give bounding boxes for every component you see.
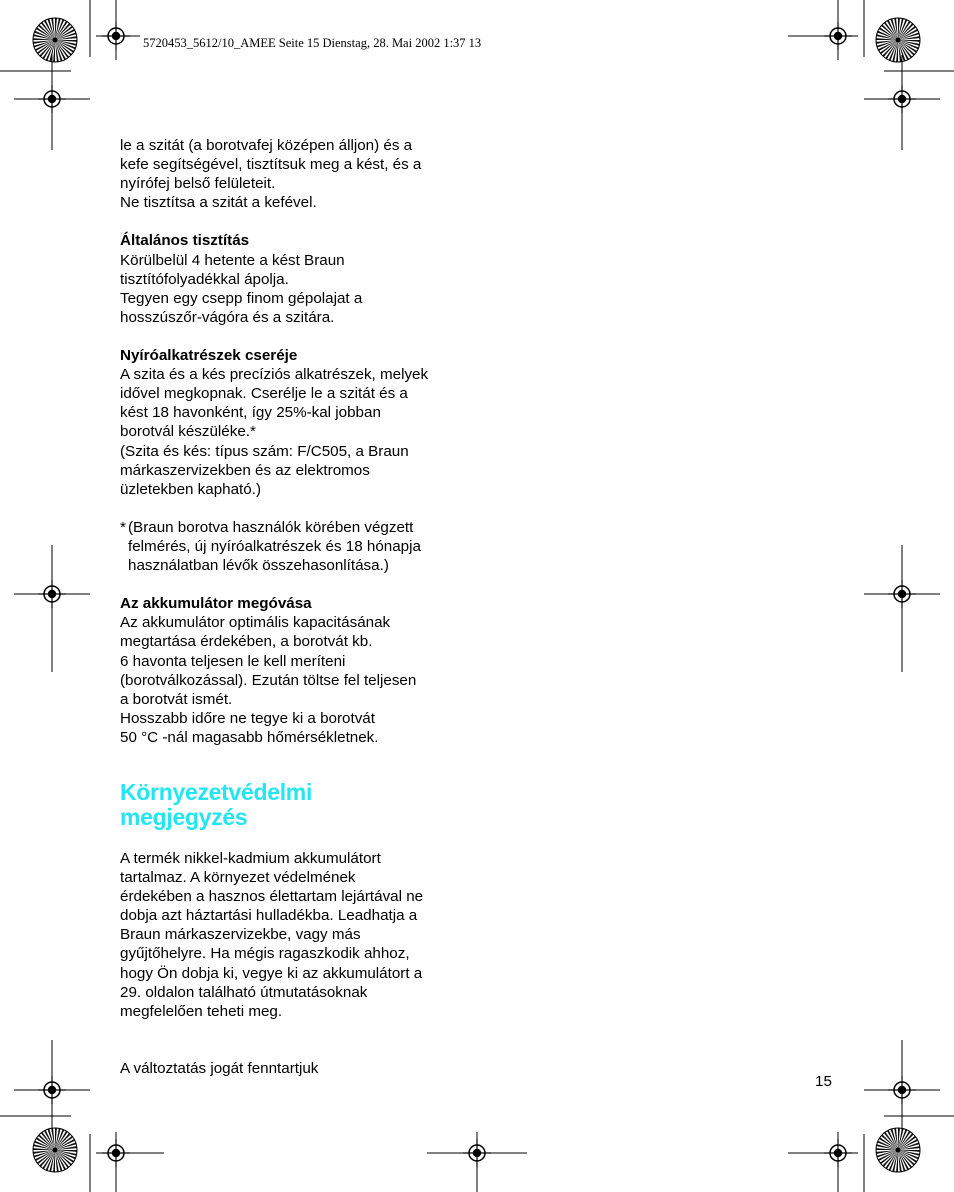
environment-paragraph <box>120 849 465 1021</box>
parts-replacement-heading: Nyíróalkatrészek cseréje <box>120 347 298 365</box>
text-line: (Braun borotva használók körében végzett <box>128 518 414 536</box>
page-content <box>120 136 465 1078</box>
text-line: Braun márkaszervizekbe, vagy más <box>120 926 361 944</box>
text-line: (Szita és kés: típus szám: F/C505, a Braun <box>120 442 409 460</box>
text-line: nyírófej belső felületeit. <box>120 175 276 193</box>
title-line: Környezetvédelmi <box>120 779 313 805</box>
text-line: Ne tisztítsa a szitát a kefével. <box>120 194 317 212</box>
battery-care-section <box>120 594 465 747</box>
battery-care-heading: Az akkumulátor megóvása <box>120 595 312 613</box>
general-cleaning-heading: Általános tisztítás <box>120 232 250 250</box>
text-line: tartalmaz. A környezet védelmének <box>120 869 356 887</box>
text-line: kést 18 havonként, így 25%-kal jobban <box>120 404 381 422</box>
text-line: Tegyen egy csepp finom gépolajat a <box>120 289 363 307</box>
text-line: tisztítófolyadékkal ápolja. <box>120 270 289 288</box>
text-line: megtartása érdekében, a borotvát kb. <box>120 633 373 651</box>
text-line: megfelelően teheti meg. <box>120 1002 283 1020</box>
starburst-target-icon <box>876 1128 920 1172</box>
text-line: érdekében a hasznos élettartam lejártával ne <box>120 888 424 906</box>
parts-replacement-section <box>120 346 465 499</box>
text-line: a borotvát ismét. <box>120 690 233 708</box>
intro-paragraph <box>120 136 465 212</box>
environment-section-title <box>120 780 465 830</box>
text-line: 29. oldalon található útmutatásoknak <box>120 983 368 1001</box>
text-line: gyűjtőhelyre. Ha mégis ragaszkodik ahhoz, <box>120 945 410 963</box>
text-line: felmérés, új nyíróalkatrészek és 18 hónapja <box>128 537 421 555</box>
text-line: 50 °C -nál magasabb hőmérsékletnek. <box>120 728 379 746</box>
print-header: 5720453_5612/10_AMEE Seite 15 Dienstag, 28. Mai 2002 1:37 13 <box>143 36 482 50</box>
text-line: A termék nikkel-kadmium akkumulátort <box>120 850 381 867</box>
page-number: 15 <box>815 1073 832 1090</box>
starburst-target-icon <box>33 18 77 62</box>
text-line: márkaszervizekben és az elektromos <box>120 461 370 479</box>
text-line: Hosszabb időre ne tegye ki a borotvát <box>120 709 375 727</box>
general-cleaning-section <box>120 231 465 326</box>
text-line: borotvál készüléke.* <box>120 423 256 441</box>
text-line: Az akkumulátor optimális kapacitásának <box>120 614 391 632</box>
disclaimer: A változtatás jogát fenntartjuk <box>120 1060 319 1078</box>
text-line: (borotválkozással). Ezután töltse fel teljesen <box>120 671 417 689</box>
text-line: üzletekben kapható.) <box>120 480 262 498</box>
text-line: 6 havonta teljesen le kell meríteni <box>120 652 346 670</box>
text-line: Körülbelül 4 hetente a kést Braun <box>120 251 345 269</box>
footnote <box>120 518 465 575</box>
text-line: A szita és a kés precíziós alkatrészek, melyek <box>120 366 429 384</box>
text-line: használatban lévők összehasonlítása.) <box>128 557 389 575</box>
starburst-target-icon <box>33 1128 77 1172</box>
text-line: le a szitát (a borotvafej középen álljon) és a <box>120 137 413 154</box>
text-line: hosszúszőr-vágóra és a szitára. <box>120 308 335 326</box>
starburst-target-icon <box>876 18 920 62</box>
text-line: idővel megkopnak. Cserélje le a szitát és a <box>120 385 408 403</box>
footnote-mark: * <box>120 518 126 536</box>
title-line: megjegyzés <box>120 804 248 830</box>
text-line: dobja azt háztartási hulladékba. Leadhatja a <box>120 907 418 925</box>
text-line: kefe segítségével, tisztítsuk meg a kést, és a <box>120 156 422 174</box>
text-line: hogy Ön dobja ki, vegye ki az akkumulátort a <box>120 964 423 982</box>
